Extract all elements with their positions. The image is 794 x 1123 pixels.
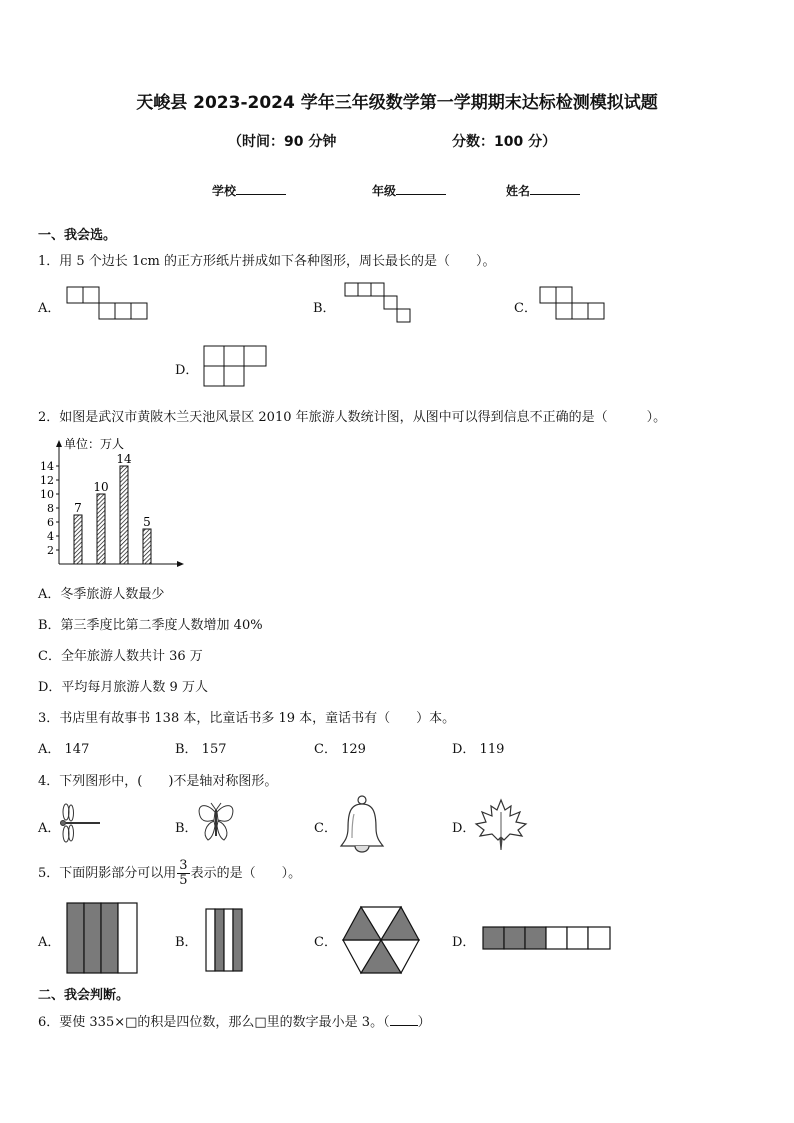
question-6-text — [38, 1011, 431, 1030]
question-3-text: 3．书店里有故事书 138 本，比童话书多 19 本，童话书有（ ）本。 — [38, 711, 456, 726]
y-axis-arrow — [56, 440, 62, 447]
q5-figure-c — [341, 906, 421, 976]
x-axis-arrow — [177, 561, 184, 567]
q4-option-d-label: D． — [452, 821, 476, 836]
q2-option-b: B．第三季度比第二季度人数增加 40% — [38, 618, 263, 633]
y-tick-label: 14 — [40, 460, 54, 473]
q1-figure-b — [344, 282, 416, 326]
question-2-text: 2．如图是武汉市黄陂木兰天池风景区 2010 年旅游人数统计图，从图中可以得到信息不正确的是（ ）。 — [38, 410, 667, 425]
visitors-bar-chart — [30, 432, 190, 572]
fraction-numerator: 3 — [179, 858, 188, 873]
butterfly-icon — [196, 802, 236, 844]
fraction-denominator: 5 — [179, 873, 188, 888]
school-field — [212, 182, 286, 199]
q5-option-a-label: A． — [38, 935, 61, 950]
q1-option-c-label: C． — [514, 301, 537, 316]
q3-option-a: A． 147 — [38, 742, 90, 757]
name-field — [506, 182, 580, 199]
bar-data-label: 5 — [143, 515, 151, 529]
chart-unit-label: 单位：万人 — [64, 437, 125, 451]
q4-option-a-label: A． — [38, 821, 61, 836]
question-4-text: 4．下列图形中，( )不是轴对称图形。 — [38, 774, 278, 789]
q2-option-d: D．平均每月旅游人数 9 万人 — [38, 680, 208, 695]
bar-data-label: 14 — [116, 452, 132, 466]
q1-option-d-label: D． — [175, 363, 199, 378]
section-1-title: 一、我会选。 — [38, 228, 117, 243]
q1-figure-c — [539, 286, 609, 322]
grade-blank[interactable] — [396, 182, 446, 195]
q1-option-a-label: A． — [38, 301, 61, 316]
grade-label: 年级 — [372, 184, 397, 198]
y-tick-label: 12 — [40, 474, 54, 487]
y-tick-label: 10 — [40, 488, 54, 501]
maple-leaf-icon — [474, 798, 528, 852]
q6-close-paren: ） — [417, 1015, 431, 1030]
q4-option-b-label: B． — [175, 821, 198, 836]
q6-text: 6．要使 335×□的积是四位数，那么□里的数字最小是 3。（ — [38, 1015, 390, 1030]
y-tick-label: 6 — [47, 516, 54, 529]
question-1-text: 1．用 5 个边长 1cm 的正方形纸片拼成如下各种图形，周长最长的是（ ）。 — [38, 254, 496, 269]
name-blank[interactable] — [530, 182, 580, 195]
school-label: 学校 — [212, 184, 237, 198]
q5-option-d-label: D． — [452, 935, 476, 950]
bar — [120, 466, 128, 564]
q1-figure-a — [66, 286, 150, 322]
school-blank[interactable] — [236, 182, 286, 195]
dragonfly-icon — [56, 803, 104, 843]
fraction — [177, 859, 189, 888]
q5-option-b-label: B． — [175, 935, 198, 950]
bell-icon — [338, 794, 386, 854]
y-tick-label: 8 — [47, 502, 54, 515]
y-tick-label: 2 — [47, 544, 54, 557]
q5-option-c-label: C． — [314, 935, 337, 950]
q2-option-a: A．冬季旅游人数最少 — [38, 587, 165, 602]
q2-option-c: C．全年旅游人数共计 36 万 — [38, 649, 203, 664]
question-5-text — [38, 859, 301, 888]
page-title: 天峻县 2023-2024 学年三年级数学第一学期期末达标检测模拟试题 — [136, 93, 658, 113]
q5-figure-d — [482, 926, 614, 952]
q6-answer-blank[interactable] — [390, 1013, 418, 1026]
q5-figure-a — [66, 902, 140, 974]
q5-figure-b — [205, 908, 245, 972]
bar-data-label: 10 — [93, 480, 109, 494]
q5-text-before: 5．下面阴影部分可以用 — [38, 866, 177, 881]
section-2-title: 二、我会判断。 — [38, 988, 130, 1003]
grade-field — [372, 182, 446, 199]
q3-option-c: C． 129 — [314, 742, 366, 757]
q3-option-b: B． 157 — [175, 742, 227, 757]
y-tick-label: 4 — [47, 530, 54, 543]
bar — [74, 515, 82, 564]
q5-text-after: 表示的是（ ）。 — [190, 866, 302, 881]
name-label: 姓名 — [506, 184, 531, 198]
q4-option-c-label: C． — [314, 821, 337, 836]
exam-time: （时间：90 分钟 — [228, 134, 337, 150]
q1-figure-d — [203, 345, 269, 389]
bar-data-label: 7 — [74, 501, 82, 515]
bar — [97, 494, 105, 564]
q3-option-d: D． 119 — [452, 742, 505, 757]
exam-score: 分数：100 分） — [452, 134, 557, 150]
q1-option-b-label: B． — [313, 301, 336, 316]
bar — [143, 529, 151, 564]
